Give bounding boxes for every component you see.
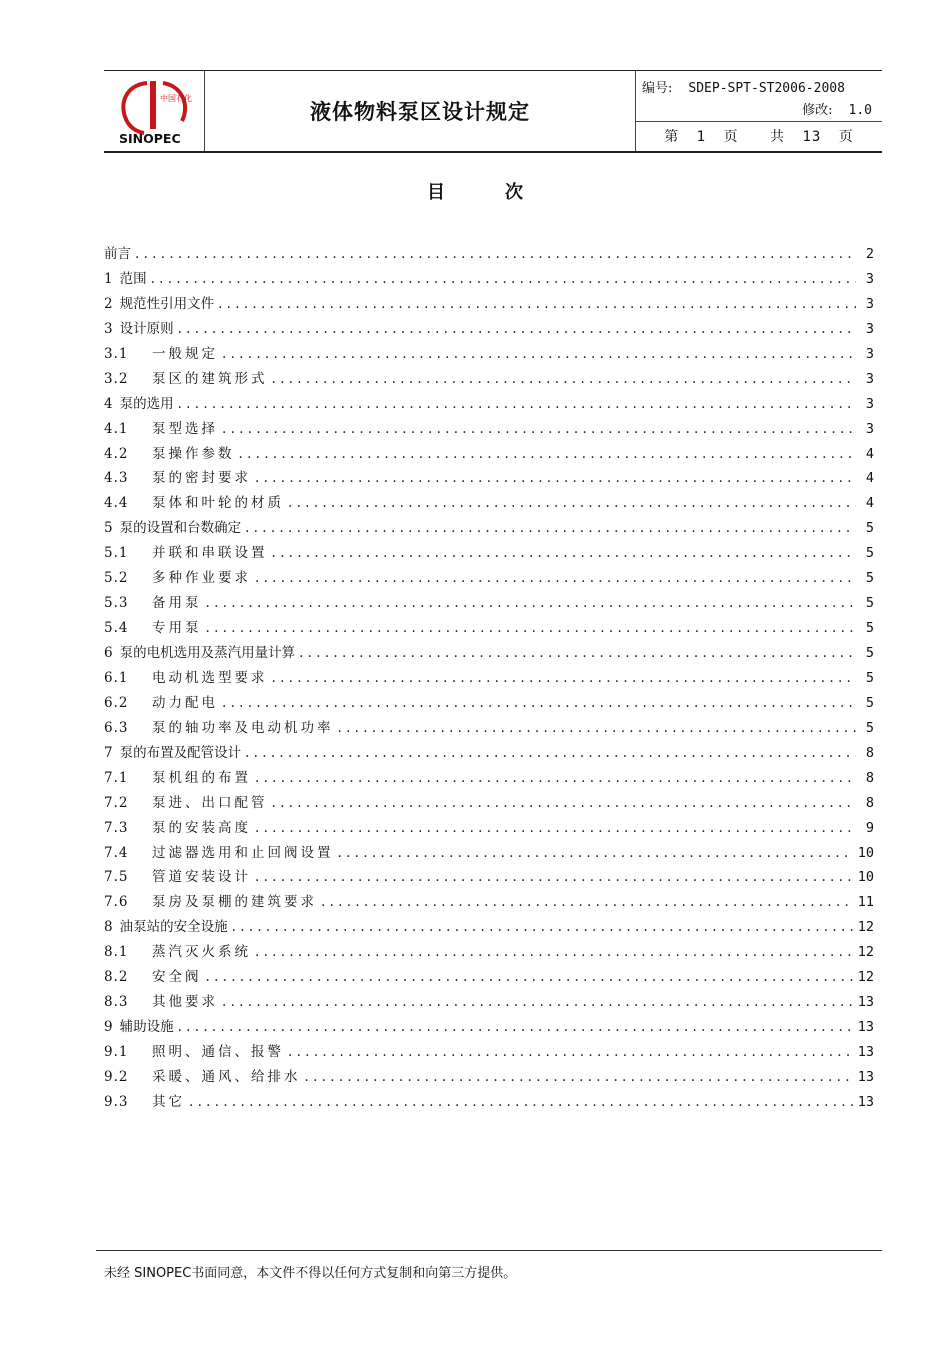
toc-entry-number: 9	[104, 1019, 114, 1036]
toc-entry[interactable]	[104, 990, 874, 1015]
revision	[802, 99, 872, 118]
toc-leader-dots	[178, 396, 856, 412]
toc-entry[interactable]	[104, 466, 874, 491]
toc-entry-number: 7.3	[104, 819, 129, 836]
toc-entry-title: 范围	[119, 270, 147, 287]
toc-entry-title: 设计原则	[119, 320, 174, 337]
toc-entry-title: 泵的电机选用及蒸汽用量计算	[119, 645, 296, 661]
toc-leader-dots	[239, 446, 857, 462]
toc-leader-dots	[305, 1069, 854, 1085]
toc-leader-dots	[255, 820, 856, 836]
toc-entry-page: 2	[865, 246, 874, 262]
toc-entry-number: 9.2	[104, 1068, 129, 1085]
page-indicator	[636, 126, 882, 146]
logo-cn-text: 中国石化	[160, 94, 192, 103]
document-code	[642, 77, 845, 96]
toc-entry[interactable]	[104, 367, 874, 392]
toc-entry[interactable]	[104, 566, 874, 591]
toc-entry[interactable]	[104, 890, 874, 915]
toc-entry-number: 6.1	[104, 669, 129, 686]
toc-entry-number: 7.6	[104, 894, 129, 911]
toc-entry-page: 13	[857, 994, 874, 1011]
toc-leader-dots	[272, 670, 857, 686]
toc-entry-page: 8	[865, 744, 874, 761]
document-header	[104, 70, 882, 153]
toc-entry-page: 4	[865, 470, 874, 487]
toc-leader-dots	[288, 495, 856, 511]
toc-entry-number: 9.3	[104, 1093, 129, 1110]
toc-entry[interactable]	[104, 716, 874, 741]
toc-entry-number: 3	[104, 320, 114, 337]
toc-entry-number: 4.1	[104, 420, 129, 437]
toc-entry-title: 泵型选择	[152, 420, 218, 437]
code-label: 编号:	[642, 81, 673, 96]
toc-leader-dots	[245, 745, 856, 761]
toc-entry-page: 4	[865, 495, 874, 512]
toc-entry-page: 3	[865, 420, 874, 437]
toc-entry[interactable]	[104, 691, 874, 716]
logo-wordmark: SINOPEC	[119, 131, 181, 146]
toc-leader-dots	[255, 944, 854, 960]
toc-entry-title: 泵的布置及配管设计	[119, 744, 242, 761]
sinopec-logo	[116, 77, 194, 147]
toc-entry-page: 5	[865, 570, 874, 587]
toc-entry[interactable]	[104, 1090, 874, 1115]
toc-entry-title: 动力配电	[152, 694, 218, 711]
toc-entry-title: 泵的密封要求	[152, 470, 251, 487]
toc-entry-title: 泵的选用	[119, 395, 174, 412]
toc-entry-page: 5	[865, 719, 874, 736]
revision-value: 1.0	[848, 103, 872, 118]
toc-entry-page: 8	[865, 769, 874, 786]
toc-entry-number: 9.1	[104, 1044, 129, 1060]
footer-divider	[96, 1250, 882, 1251]
toc-entry[interactable]	[104, 915, 874, 940]
toc-entry-number: 2	[104, 295, 114, 312]
toc-entry[interactable]	[104, 965, 874, 990]
toc-leader-dots	[255, 570, 856, 586]
toc-entry-page: 3	[865, 320, 874, 337]
toc-leader-dots	[255, 470, 856, 486]
toc-entry-title: 前言	[104, 246, 131, 262]
toc-entry-page: 3	[865, 295, 874, 312]
toc-entry-title: 规范性引用文件	[119, 295, 215, 312]
toc-entry-number: 4	[104, 395, 114, 412]
toc-entry[interactable]	[104, 317, 874, 342]
toc-entry-title: 专用泵	[152, 620, 202, 637]
toc-entry[interactable]	[104, 616, 874, 641]
toc-entry[interactable]	[104, 491, 874, 516]
toc-entry-title: 蒸汽灭火系统	[152, 944, 251, 961]
toc-leader-dots	[178, 1019, 854, 1035]
toc-leader-dots	[288, 1044, 854, 1060]
toc-entry-number: 4.2	[104, 445, 129, 462]
toc-entry[interactable]	[104, 791, 874, 816]
toc-leader-dots	[206, 969, 854, 985]
toc-entry-title: 安全阀	[152, 969, 202, 986]
toc-entry-number: 4.4	[104, 495, 129, 512]
toc-entry-number: 7.1	[104, 769, 129, 786]
toc-entry-title: 泵的设置和台数确定	[119, 520, 242, 537]
toc-entry-page: 11	[857, 894, 874, 911]
toc-leader-dots	[206, 620, 857, 636]
toc-entry-number: 7	[104, 744, 114, 761]
footer-notice: 未经 SINOPEC书面同意，本文件不得以任何方式复制和向第三方提供。	[104, 1266, 517, 1281]
toc-entry-title: 泵进、出口配管	[152, 794, 268, 811]
toc-entry-page: 8	[865, 794, 874, 811]
toc-leader-dots	[245, 520, 856, 536]
toc-entry-page: 3	[865, 270, 874, 287]
toc-entry[interactable]	[104, 342, 874, 367]
toc-heading-char1: 目	[427, 182, 445, 203]
page-current: 1	[696, 129, 707, 145]
toc-entry-page: 12	[857, 944, 874, 961]
toc-entry[interactable]	[104, 292, 874, 317]
toc-entry-title: 照明、通信、报警	[152, 1044, 284, 1060]
toc-entry-title: 泵的轴功率及电动机功率	[152, 719, 334, 736]
toc-entry-number: 8.2	[104, 969, 129, 986]
toc-leader-dots	[206, 595, 857, 611]
toc-entry-number: 1	[104, 270, 114, 287]
toc-entry-number: 5.2	[104, 570, 129, 587]
toc-entry[interactable]	[104, 841, 874, 866]
toc-leader-dots	[272, 545, 857, 561]
toc-entry-page: 10	[857, 844, 874, 861]
toc-entry-title: 泵房及泵棚的建筑要求	[152, 894, 317, 911]
toc-entry[interactable]	[104, 516, 874, 541]
toc-leader-dots	[338, 845, 854, 861]
toc-entry-number: 6	[104, 645, 114, 661]
toc-entry[interactable]	[104, 816, 874, 841]
toc-entry-number: 6.3	[104, 719, 129, 736]
toc-heading	[0, 178, 950, 204]
toc-entry[interactable]	[104, 442, 874, 467]
toc-leader-dots	[189, 1094, 854, 1110]
toc-entry-number: 8.1	[104, 944, 129, 961]
toc-entry-number: 4.3	[104, 470, 129, 487]
toc-entry-title: 泵区的建筑形式	[152, 370, 268, 387]
toc-entry[interactable]	[104, 267, 874, 292]
revision-label: 修改:	[802, 103, 833, 118]
document-meta	[636, 71, 882, 151]
toc-heading-char2: 次	[505, 182, 523, 203]
page-total: 13	[802, 129, 822, 145]
logo-cell	[104, 71, 205, 151]
toc-entry[interactable]	[104, 766, 874, 791]
toc-entry[interactable]	[104, 591, 874, 616]
meta-divider	[636, 121, 882, 122]
toc-leader-dots	[232, 919, 854, 935]
toc-entry-page: 5	[865, 694, 874, 711]
toc-leader-dots	[321, 894, 854, 910]
toc-entry-page: 5	[865, 669, 874, 686]
toc-entry[interactable]	[104, 1040, 874, 1065]
toc-entry-title: 泵的安装高度	[152, 819, 251, 836]
toc-entry-page: 5	[865, 545, 874, 562]
total-unit: 页	[838, 129, 854, 145]
toc-entry-title: 多种作业要求	[152, 570, 251, 587]
code-value: SDEP-SPT-ST2006-2008	[688, 81, 845, 96]
page-unit: 页	[723, 129, 739, 145]
toc-entry-page: 5	[865, 645, 874, 661]
toc-leader-dots	[151, 271, 856, 287]
toc-entry-number: 3.2	[104, 370, 129, 387]
toc-entry-page: 13	[857, 1068, 874, 1085]
toc-entry[interactable]	[104, 865, 874, 890]
toc-entry[interactable]	[104, 641, 874, 666]
toc-leader-dots	[222, 346, 856, 362]
page-prefix: 第	[664, 129, 680, 145]
toc-leader-dots	[272, 371, 857, 387]
toc-entry-title: 其他要求	[152, 994, 218, 1011]
toc-entry-page: 3	[865, 370, 874, 387]
toc-entry[interactable]	[104, 1065, 874, 1090]
toc-entry[interactable]	[104, 541, 874, 566]
toc-entry-page: 13	[857, 1019, 874, 1036]
toc-leader-dots	[222, 695, 856, 711]
toc-entry-page: 5	[865, 620, 874, 637]
toc-entry-page: 9	[865, 819, 874, 836]
title-cell	[205, 71, 636, 151]
toc-entry-page: 13	[857, 1093, 874, 1110]
toc-entry-title: 过滤器选用和止回阀设置	[152, 844, 334, 861]
toc-entry-title: 管道安装设计	[152, 869, 251, 886]
toc-leader-dots	[338, 720, 857, 736]
toc-entry-title: 一般规定	[152, 345, 218, 362]
toc-entry-page: 10	[857, 869, 874, 886]
toc-entry-title: 泵机组的布置	[152, 769, 251, 786]
toc-entry-page: 12	[857, 969, 874, 986]
document-title: 液体物料泵区设计规定	[310, 100, 530, 124]
toc-leader-dots	[178, 321, 856, 337]
toc-entry[interactable]	[104, 1015, 874, 1040]
toc-entry-title: 油泵站的安全设施	[119, 919, 228, 936]
toc-entry-page: 13	[857, 1044, 874, 1060]
toc-entry-number: 5	[104, 520, 114, 537]
toc-leader-dots	[255, 770, 856, 786]
toc-entry-page: 3	[865, 395, 874, 412]
toc-entry-page: 5	[865, 520, 874, 537]
toc-entry-number: 7.5	[104, 869, 129, 886]
table-of-contents	[104, 242, 874, 1115]
toc-entry[interactable]	[104, 940, 874, 965]
toc-entry[interactable]	[104, 417, 874, 442]
toc-entry-page: 12	[857, 919, 874, 936]
toc-entry-number: 6.2	[104, 694, 129, 711]
total-prefix: 共	[770, 129, 786, 145]
toc-entry-page: 4	[865, 445, 874, 462]
toc-leader-dots	[222, 421, 856, 437]
toc-entry-number: 8	[104, 919, 114, 936]
toc-entry-number: 5.1	[104, 545, 129, 562]
toc-entry[interactable]	[104, 666, 874, 691]
toc-entry-number: 7.2	[104, 794, 129, 811]
toc-entry-number: 3.1	[104, 345, 129, 362]
toc-leader-dots	[135, 246, 856, 262]
toc-leader-dots	[272, 795, 857, 811]
toc-entry[interactable]	[104, 242, 874, 267]
toc-entry-title: 并联和串联设置	[152, 545, 268, 562]
toc-entry-title: 采暖、通风、给排水	[152, 1068, 301, 1085]
toc-entry-number: 8.3	[104, 994, 129, 1011]
toc-entry-page: 3	[865, 345, 874, 362]
toc-entry-title: 辅助设施	[119, 1019, 174, 1036]
toc-entry-title: 泵体和叶轮的材质	[152, 495, 284, 512]
toc-entry-number: 5.3	[104, 595, 129, 612]
toc-entry[interactable]	[104, 392, 874, 417]
toc-entry-title: 泵操作参数	[152, 445, 235, 462]
toc-entry-title: 其它	[152, 1093, 185, 1110]
toc-entry-number: 7.4	[104, 844, 129, 861]
toc-entry-page: 5	[865, 595, 874, 612]
toc-leader-dots	[222, 994, 854, 1010]
toc-entry-title: 备用泵	[152, 595, 202, 612]
toc-leader-dots	[299, 645, 856, 661]
toc-entry-title: 电动机选型要求	[152, 669, 268, 686]
toc-entry-number: 5.4	[104, 620, 129, 637]
toc-leader-dots	[218, 296, 856, 312]
toc-leader-dots	[255, 869, 854, 885]
toc-entry[interactable]	[104, 741, 874, 766]
